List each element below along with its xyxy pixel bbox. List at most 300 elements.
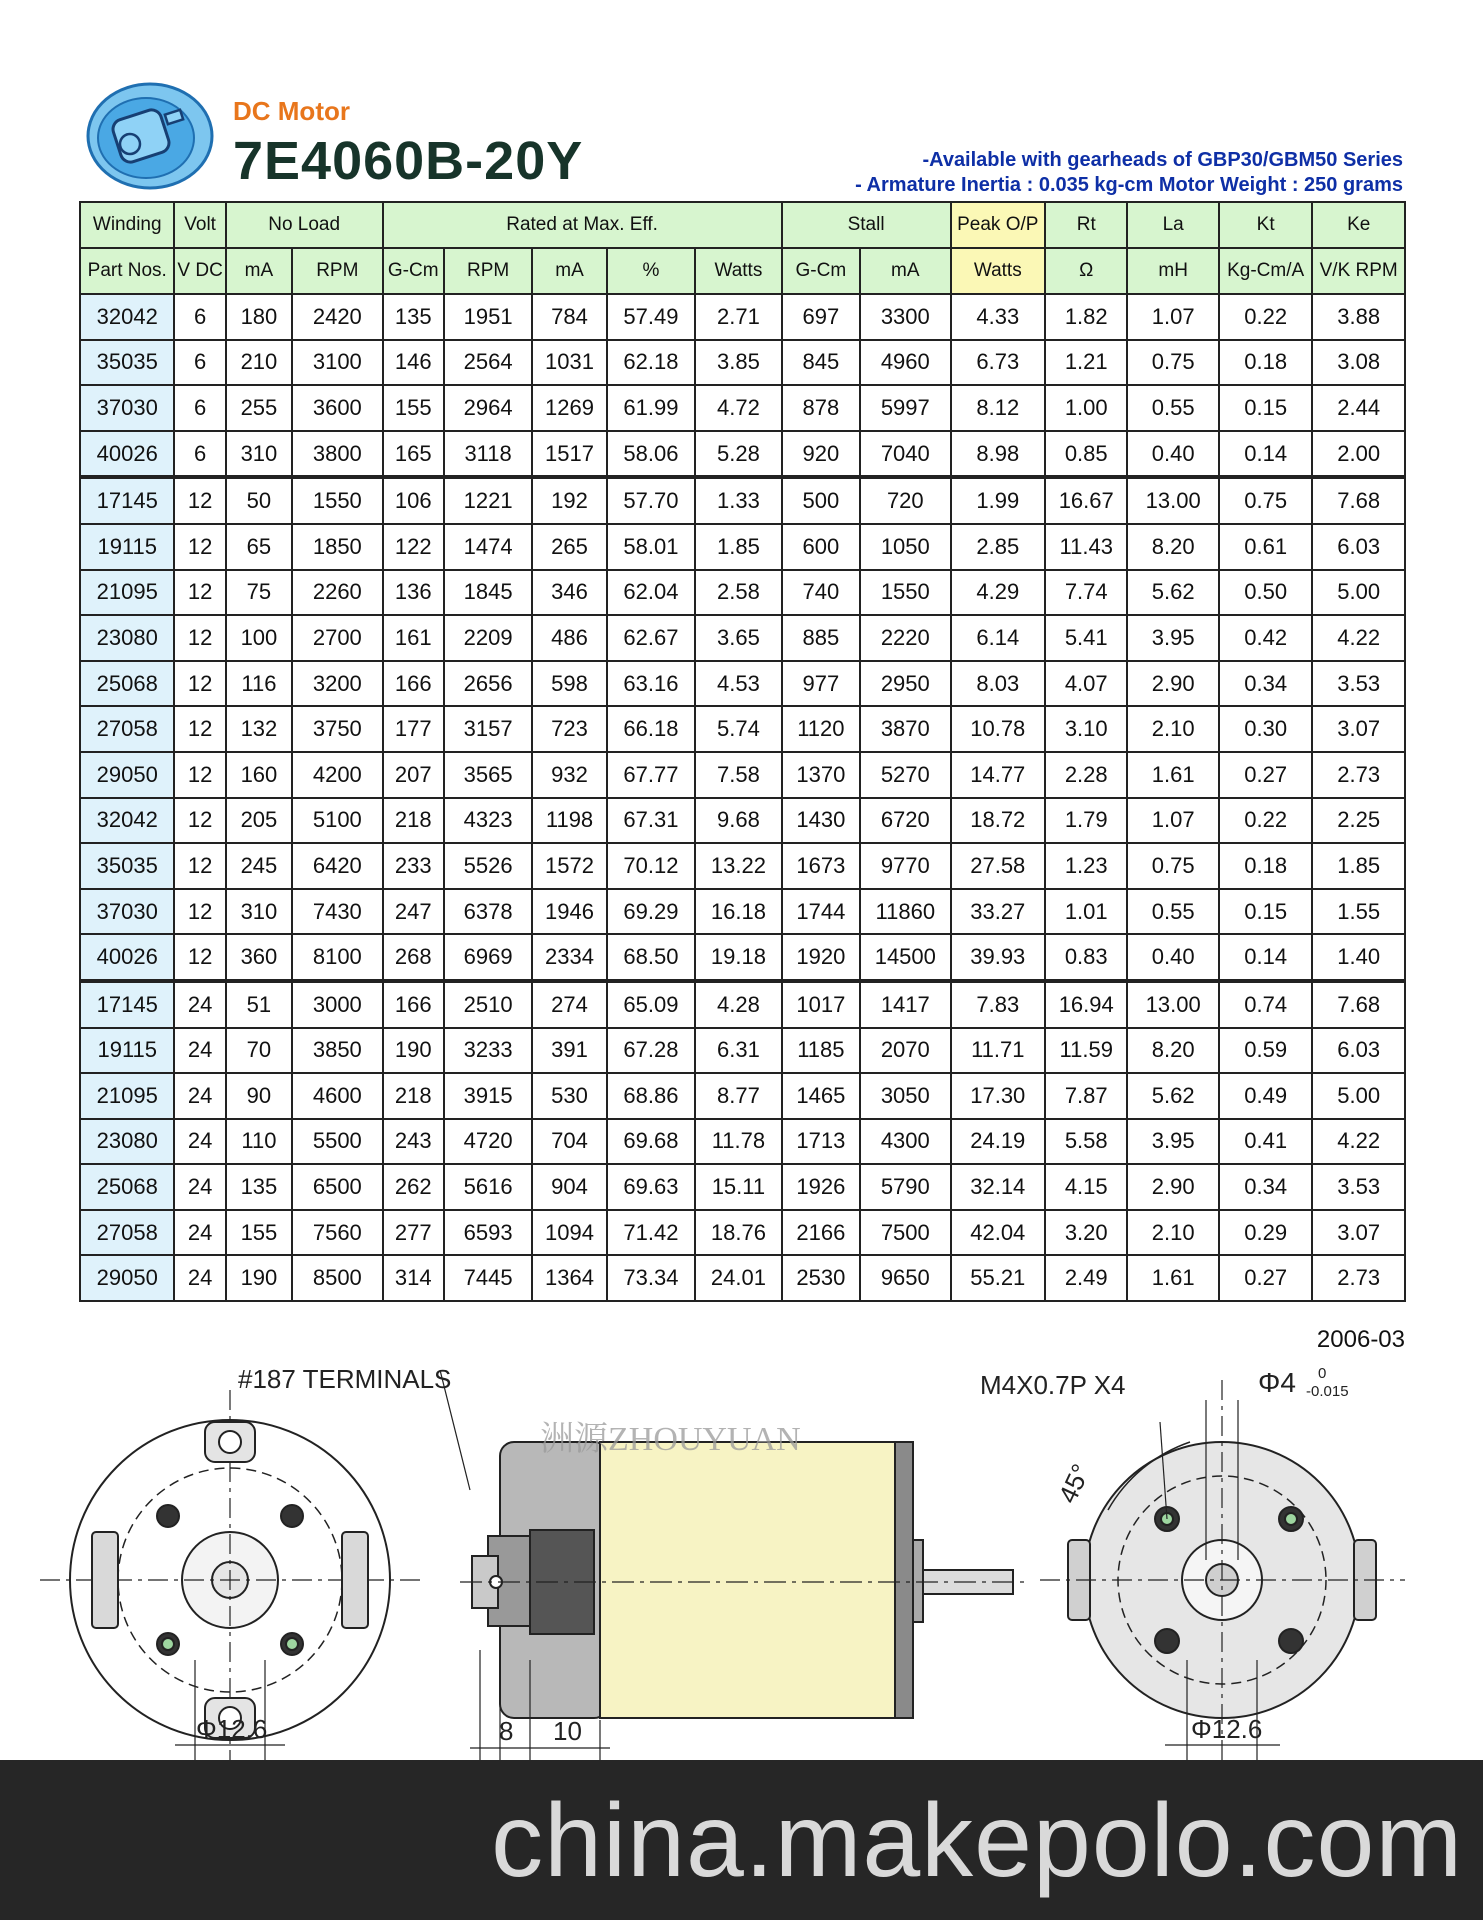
table-cell: 1.00 [1045,385,1127,431]
table-cell: 3870 [860,706,950,752]
table-cell: 55.21 [951,1255,1045,1301]
table-cell: 63.16 [607,661,695,707]
table-cell: 0.34 [1219,1164,1312,1210]
inertia-weight-note: - Armature Inertia : 0.035 kg-cm Motor Weight : 250 grams [855,174,1403,196]
table-cell: 160 [226,752,292,798]
table-cell: 10.78 [951,706,1045,752]
table-cell: 2166 [782,1210,860,1256]
table-cell: 233 [383,843,444,889]
table-cell: 11.78 [695,1119,782,1165]
dia-left-label: Φ12.6 [196,1714,268,1744]
table-cell: 845 [782,340,860,386]
table-cell: 65.09 [607,981,695,1028]
table-cell: 58.01 [607,524,695,570]
table-cell: 161 [383,615,444,661]
watermark: 洲源ZHOUYUAN [540,1421,801,1458]
table-cell: 51 [226,981,292,1028]
table-cell: 5616 [444,1164,532,1210]
table-cell: 9770 [860,843,950,889]
table-cell: 17.30 [951,1073,1045,1119]
table-cell: 1.40 [1312,934,1405,981]
table-cell: 166 [383,661,444,707]
part-number-cell: 23080 [80,1119,174,1165]
table-cell: 1.21 [1045,340,1127,386]
table-cell: 6 [174,385,225,431]
table-cell: 4200 [292,752,382,798]
table-cell: 0.18 [1219,340,1312,386]
column-header: V DC [174,248,225,294]
table-cell: 14500 [860,934,950,981]
table-cell: 69.63 [607,1164,695,1210]
table-cell: 1744 [782,889,860,935]
table-cell: 3.85 [695,340,782,386]
table-row [80,570,1405,616]
table-cell: 3.88 [1312,294,1405,340]
part-number-cell: 19115 [80,1028,174,1074]
table-cell: 106 [383,477,444,524]
table-cell: 3000 [292,981,382,1028]
table-cell: 190 [383,1028,444,1074]
table-cell: 1221 [444,477,532,524]
table-cell: 2.10 [1127,706,1218,752]
part-number-cell: 27058 [80,706,174,752]
table-cell: 2420 [292,294,382,340]
table-cell: 2334 [532,934,606,981]
table-cell: 7.58 [695,752,782,798]
part-number-cell: 37030 [80,385,174,431]
table-cell: 310 [226,889,292,935]
table-cell: 314 [383,1255,444,1301]
table-cell: 500 [782,477,860,524]
table-cell: 3915 [444,1073,532,1119]
column-header: G-Cm [782,248,860,294]
table-cell: 360 [226,934,292,981]
table-cell: 274 [532,981,606,1028]
table-cell: 4.72 [695,385,782,431]
table-cell: 190 [226,1255,292,1301]
table-cell: 24 [174,1210,225,1256]
table-cell: 68.86 [607,1073,695,1119]
table-cell: 1517 [532,431,606,478]
table-row [80,1073,1405,1119]
part-number-cell: 25068 [80,661,174,707]
table-row [80,294,1405,340]
table-cell: 24 [174,1164,225,1210]
table-cell: 932 [532,752,606,798]
table-cell: 245 [226,843,292,889]
table-row [80,934,1405,981]
column-header: RPM [292,248,382,294]
table-cell: 12 [174,798,225,844]
table-cell: 243 [383,1119,444,1165]
table-cell: 6969 [444,934,532,981]
table-cell: 0.34 [1219,661,1312,707]
table-cell: 391 [532,1028,606,1074]
table-cell: 1572 [532,843,606,889]
table-cell: 2.73 [1312,1255,1405,1301]
column-header: Ω [1045,248,1127,294]
table-row [80,843,1405,889]
part-number-cell: 32042 [80,798,174,844]
front-view [1040,1380,1405,1760]
table-cell: 7040 [860,431,950,478]
table-cell: 7560 [292,1210,382,1256]
table-row [80,798,1405,844]
table-cell: 13.00 [1127,477,1218,524]
table-cell: 740 [782,570,860,616]
table-cell: 4300 [860,1119,950,1165]
table-cell: 4720 [444,1119,532,1165]
table-cell: 3100 [292,340,382,386]
table-cell: 12 [174,889,225,935]
table-cell: 723 [532,706,606,752]
table-cell: 0.83 [1045,934,1127,981]
table-cell: 977 [782,661,860,707]
table-cell: 0.50 [1219,570,1312,616]
table-cell: 6378 [444,889,532,935]
table-cell: 5.62 [1127,570,1218,616]
motor-logo-icon [86,82,214,190]
table-cell: 2220 [860,615,950,661]
table-cell: 2964 [444,385,532,431]
shaft-dia-label: Φ4 [1258,1367,1296,1398]
table-cell: 6 [174,340,225,386]
column-header: Kg-Cm/A [1219,248,1312,294]
table-cell: 7500 [860,1210,950,1256]
table-cell: 5526 [444,843,532,889]
table-cell: 7.83 [951,981,1045,1028]
table-cell: 1474 [444,524,532,570]
column-header: RPM [444,248,532,294]
table-cell: 2.90 [1127,1164,1218,1210]
table-cell: 12 [174,752,225,798]
table-cell: 2.28 [1045,752,1127,798]
table-cell: 3157 [444,706,532,752]
table-cell: 4.29 [951,570,1045,616]
table-cell: 192 [532,477,606,524]
table-row [80,340,1405,386]
table-cell: 5500 [292,1119,382,1165]
table-row [80,706,1405,752]
table-cell: 4600 [292,1073,382,1119]
table-cell: 1.55 [1312,889,1405,935]
table-cell: 4.33 [951,294,1045,340]
table-cell: 3.08 [1312,340,1405,386]
table-cell: 1094 [532,1210,606,1256]
part-number-cell: 29050 [80,1255,174,1301]
table-cell: 16.67 [1045,477,1127,524]
table-row [80,1210,1405,1256]
column-header: % [607,248,695,294]
table-cell: 67.28 [607,1028,695,1074]
table-cell: 5.00 [1312,1073,1405,1119]
table-cell: 2656 [444,661,532,707]
table-cell: 69.68 [607,1119,695,1165]
table-cell: 8.03 [951,661,1045,707]
table-cell: 4.28 [695,981,782,1028]
table-cell: 3118 [444,431,532,478]
table-cell: 3750 [292,706,382,752]
table-cell: 1465 [782,1073,860,1119]
site-watermark: china.makepolo.com [491,1783,1463,1899]
table-cell: 12 [174,477,225,524]
table-cell: 9.68 [695,798,782,844]
part-number-cell: 17145 [80,477,174,524]
table-cell: 24 [174,1119,225,1165]
table-cell: 3.20 [1045,1210,1127,1256]
table-cell: 6 [174,431,225,478]
table-cell: 0.29 [1219,1210,1312,1256]
table-cell: 2950 [860,661,950,707]
table-cell: 2.25 [1312,798,1405,844]
part-number-cell: 35035 [80,843,174,889]
table-cell: 100 [226,615,292,661]
table-cell: 1.33 [695,477,782,524]
rear-view [40,1390,420,1760]
table-cell: 70.12 [607,843,695,889]
table-cell: 5997 [860,385,950,431]
gearhead-note: -Available with gearheads of GBP30/GBM50 Series [922,149,1403,171]
table-cell: 165 [383,431,444,478]
table-cell: 6.73 [951,340,1045,386]
table-cell: 3.07 [1312,1210,1405,1256]
group-header: Peak O/P [951,202,1045,248]
table-cell: 486 [532,615,606,661]
table-cell: 12 [174,706,225,752]
table-cell: 8100 [292,934,382,981]
table-cell: 11.59 [1045,1028,1127,1074]
table-row [80,524,1405,570]
table-row [80,981,1405,1028]
table-cell: 6.14 [951,615,1045,661]
table-cell: 180 [226,294,292,340]
table-cell: 210 [226,340,292,386]
table-cell: 346 [532,570,606,616]
table-row [80,1119,1405,1165]
table-cell: 0.15 [1219,889,1312,935]
table-cell: 33.27 [951,889,1045,935]
table-cell: 2.90 [1127,661,1218,707]
table-cell: 1.61 [1127,1255,1218,1301]
column-header: mA [532,248,606,294]
table-cell: 3.10 [1045,706,1127,752]
table-cell: 2260 [292,570,382,616]
table-cell: 1673 [782,843,860,889]
table-cell: 1.99 [951,477,1045,524]
table-cell: 7.74 [1045,570,1127,616]
table-row [80,615,1405,661]
column-header: V/K RPM [1312,248,1405,294]
table-cell: 1417 [860,981,950,1028]
table-cell: 4.22 [1312,1119,1405,1165]
table-cell: 116 [226,661,292,707]
table-cell: 16.94 [1045,981,1127,1028]
table-cell: 0.41 [1219,1119,1312,1165]
group-header: Ke [1312,202,1405,248]
table-cell: 704 [532,1119,606,1165]
part-number-cell: 32042 [80,294,174,340]
table-cell: 73.34 [607,1255,695,1301]
table-cell: 65 [226,524,292,570]
table-cell: 1.23 [1045,843,1127,889]
table-cell: 4.22 [1312,615,1405,661]
table-cell: 135 [383,294,444,340]
table-cell: 1364 [532,1255,606,1301]
table-cell: 27.58 [951,843,1045,889]
table-cell: 0.85 [1045,431,1127,478]
table-cell: 166 [383,981,444,1028]
table-cell: 6420 [292,843,382,889]
table-cell: 1185 [782,1028,860,1074]
table-cell: 66.18 [607,706,695,752]
table-cell: 1850 [292,524,382,570]
table-cell: 1430 [782,798,860,844]
table-cell: 5.62 [1127,1073,1218,1119]
column-header: Watts [951,248,1045,294]
dim-10-label: 10 [553,1716,582,1746]
table-cell: 12 [174,934,225,981]
table-cell: 310 [226,431,292,478]
table-cell: 62.04 [607,570,695,616]
table-cell: 1845 [444,570,532,616]
table-cell: 4.53 [695,661,782,707]
table-cell: 12 [174,615,225,661]
table-cell: 5100 [292,798,382,844]
table-cell: 135 [226,1164,292,1210]
dia-right-label: Φ12.6 [1191,1714,1263,1744]
table-cell: 5.00 [1312,570,1405,616]
group-header: Rated at Max. Eff. [383,202,782,248]
table-cell: 12 [174,570,225,616]
table-cell: 58.06 [607,431,695,478]
table-cell: 1050 [860,524,950,570]
terminals-label: #187 TERMINALS [238,1364,452,1394]
table-cell: 885 [782,615,860,661]
motor-drawing [0,1360,1483,1760]
column-header: mA [226,248,292,294]
table-cell: 1.79 [1045,798,1127,844]
table-cell: 207 [383,752,444,798]
table-cell: 1031 [532,340,606,386]
table-cell: 71.42 [607,1210,695,1256]
table-cell: 14.77 [951,752,1045,798]
table-cell: 155 [383,385,444,431]
table-cell: 2.71 [695,294,782,340]
table-cell: 277 [383,1210,444,1256]
table-cell: 11.43 [1045,524,1127,570]
table-cell: 0.27 [1219,1255,1312,1301]
table-cell: 136 [383,570,444,616]
table-row [80,477,1405,524]
table-cell: 7.68 [1312,477,1405,524]
group-header: Rt [1045,202,1127,248]
table-cell: 5.41 [1045,615,1127,661]
table-cell: 1926 [782,1164,860,1210]
table-cell: 57.70 [607,477,695,524]
part-number-cell: 23080 [80,615,174,661]
part-number-cell: 40026 [80,934,174,981]
table-cell: 146 [383,340,444,386]
table-cell: 0.75 [1127,340,1218,386]
table-cell: 0.74 [1219,981,1312,1028]
table-row [80,661,1405,707]
table-cell: 2.58 [695,570,782,616]
table-cell: 122 [383,524,444,570]
table-cell: 0.75 [1127,843,1218,889]
thread-label: M4X0.7P X4 [980,1370,1126,1400]
table-row [80,1164,1405,1210]
table-cell: 18.72 [951,798,1045,844]
table-cell: 1550 [292,477,382,524]
table-cell: 1.01 [1045,889,1127,935]
table-cell: 1.85 [1312,843,1405,889]
table-cell: 3.53 [1312,661,1405,707]
table-cell: 2.00 [1312,431,1405,478]
part-number-cell: 21095 [80,570,174,616]
table-cell: 0.55 [1127,385,1218,431]
table-cell: 3300 [860,294,950,340]
spec-table [79,201,1406,1302]
table-cell: 4.15 [1045,1164,1127,1210]
table-cell: 255 [226,385,292,431]
table-cell: 3600 [292,385,382,431]
table-cell: 6.03 [1312,1028,1405,1074]
table-cell: 1.07 [1127,294,1218,340]
table-cell: 0.61 [1219,524,1312,570]
revision-date: 2006-03 [1316,1326,1405,1353]
shaft-tol-upper: 0 [1318,1365,1327,1382]
table-cell: 6 [174,294,225,340]
table-cell: 0.30 [1219,706,1312,752]
table-cell: 155 [226,1210,292,1256]
footer-banner [0,1760,1483,1920]
shaft-tol-lower: -0.015 [1306,1383,1349,1400]
part-number-cell: 19115 [80,524,174,570]
table-cell: 2.73 [1312,752,1405,798]
table-cell: 1.85 [695,524,782,570]
column-header: Part Nos. [80,248,174,294]
table-cell: 24 [174,1028,225,1074]
table-cell: 24 [174,981,225,1028]
table-cell: 1.07 [1127,798,1218,844]
part-number-cell: 29050 [80,752,174,798]
table-cell: 12 [174,843,225,889]
table-cell: 1951 [444,294,532,340]
angle-label: 45° [1052,1459,1097,1508]
table-cell: 0.14 [1219,934,1312,981]
table-cell: 3.07 [1312,706,1405,752]
table-cell: 61.99 [607,385,695,431]
table-cell: 4960 [860,340,950,386]
table-cell: 5790 [860,1164,950,1210]
table-cell: 1713 [782,1119,860,1165]
table-cell: 3.65 [695,615,782,661]
table-cell: 32.14 [951,1164,1045,1210]
table-cell: 8.98 [951,431,1045,478]
table-row [80,752,1405,798]
table-cell: 24 [174,1255,225,1301]
table-cell: 110 [226,1119,292,1165]
table-cell: 218 [383,1073,444,1119]
table-cell: 1.82 [1045,294,1127,340]
table-cell: 62.18 [607,340,695,386]
table-row [80,889,1405,935]
table-cell: 0.40 [1127,934,1218,981]
table-cell: 0.22 [1219,798,1312,844]
table-cell: 2.10 [1127,1210,1218,1256]
table-cell: 2530 [782,1255,860,1301]
table-cell: 11.71 [951,1028,1045,1074]
